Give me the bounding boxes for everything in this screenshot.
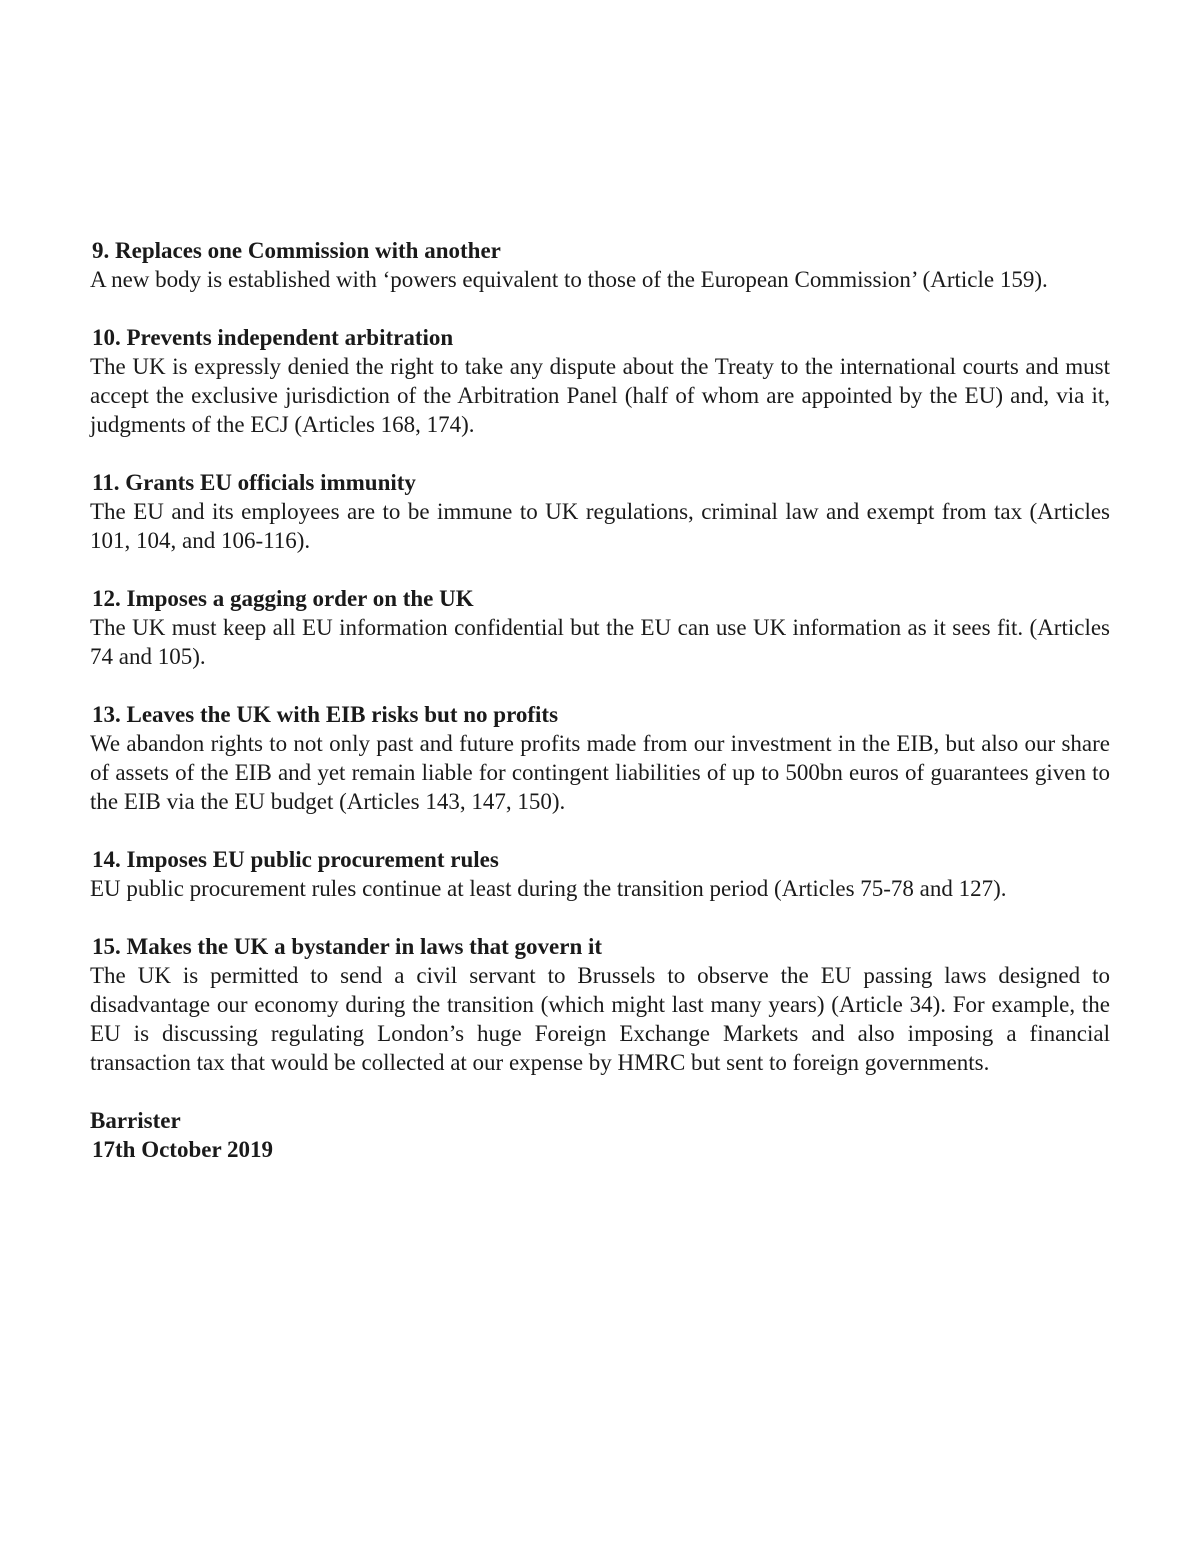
- section-heading: 9. Replaces one Commission with another: [92, 238, 501, 263]
- section-body: The UK is expressly denied the right to take any dispute about the Treaty to the international courts and must accept the exclusive jurisdiction of the Arbitration Panel (half of whom are appointed by the EU) and, via it, judgments of the ECJ (Articles 168, 174).: [90, 354, 1110, 437]
- section-body: The EU and its employees are to be immune to UK regulations, criminal law and exempt from tax (Articles 101, 104, and 106-116).: [90, 499, 1110, 553]
- signature-block: [90, 1106, 1110, 1164]
- signature-author: Barrister: [90, 1108, 181, 1133]
- section-10: [90, 323, 1110, 439]
- section-9: [90, 236, 1110, 294]
- signature-date: 17th October 2019: [92, 1137, 274, 1162]
- section-body: A new body is established with ‘powers equivalent to those of the European Commission’ (Article 159).: [90, 267, 1048, 292]
- section-body: We abandon rights to not only past and future profits made from our investment in the EIB, but also our share of assets of the EIB and yet remain liable for contingent liabilities of up to 500bn euros of guarantees given to the EIB via the EU budget (Articles 143, 147, 150).: [90, 731, 1110, 814]
- section-heading: 14. Imposes EU public procurement rules: [92, 847, 499, 872]
- section-body: The UK must keep all EU information confidential but the EU can use UK information as it sees fit. (Articles 74 and 105).: [90, 615, 1110, 669]
- section-body: EU public procurement rules continue at least during the transition period (Articles 75-78 and 127).: [90, 876, 1007, 901]
- section-11: [90, 468, 1110, 555]
- section-heading: 10. Prevents independent arbitration: [92, 325, 454, 350]
- section-15: [90, 932, 1110, 1077]
- section-12: [90, 584, 1110, 671]
- document-page: [90, 236, 1110, 1164]
- section-heading: 11. Grants EU officials immunity: [92, 470, 416, 495]
- section-13: [90, 700, 1110, 816]
- section-heading: 13. Leaves the UK with EIB risks but no profits: [92, 702, 559, 727]
- section-body: The UK is permitted to send a civil servant to Brussels to observe the EU passing laws designed to disadvantage our economy during the transition (which might last many years) (Article 34). For example, the EU is discussing regulating London’s huge Foreign Exchange Markets and also imposing a financial transaction tax that would be collected at our expense by HMRC but sent to foreign governments.: [90, 963, 1110, 1075]
- section-heading: 12. Imposes a gagging order on the UK: [92, 586, 474, 611]
- section-14: [90, 845, 1110, 903]
- section-heading: 15. Makes the UK a bystander in laws that govern it: [92, 934, 603, 959]
